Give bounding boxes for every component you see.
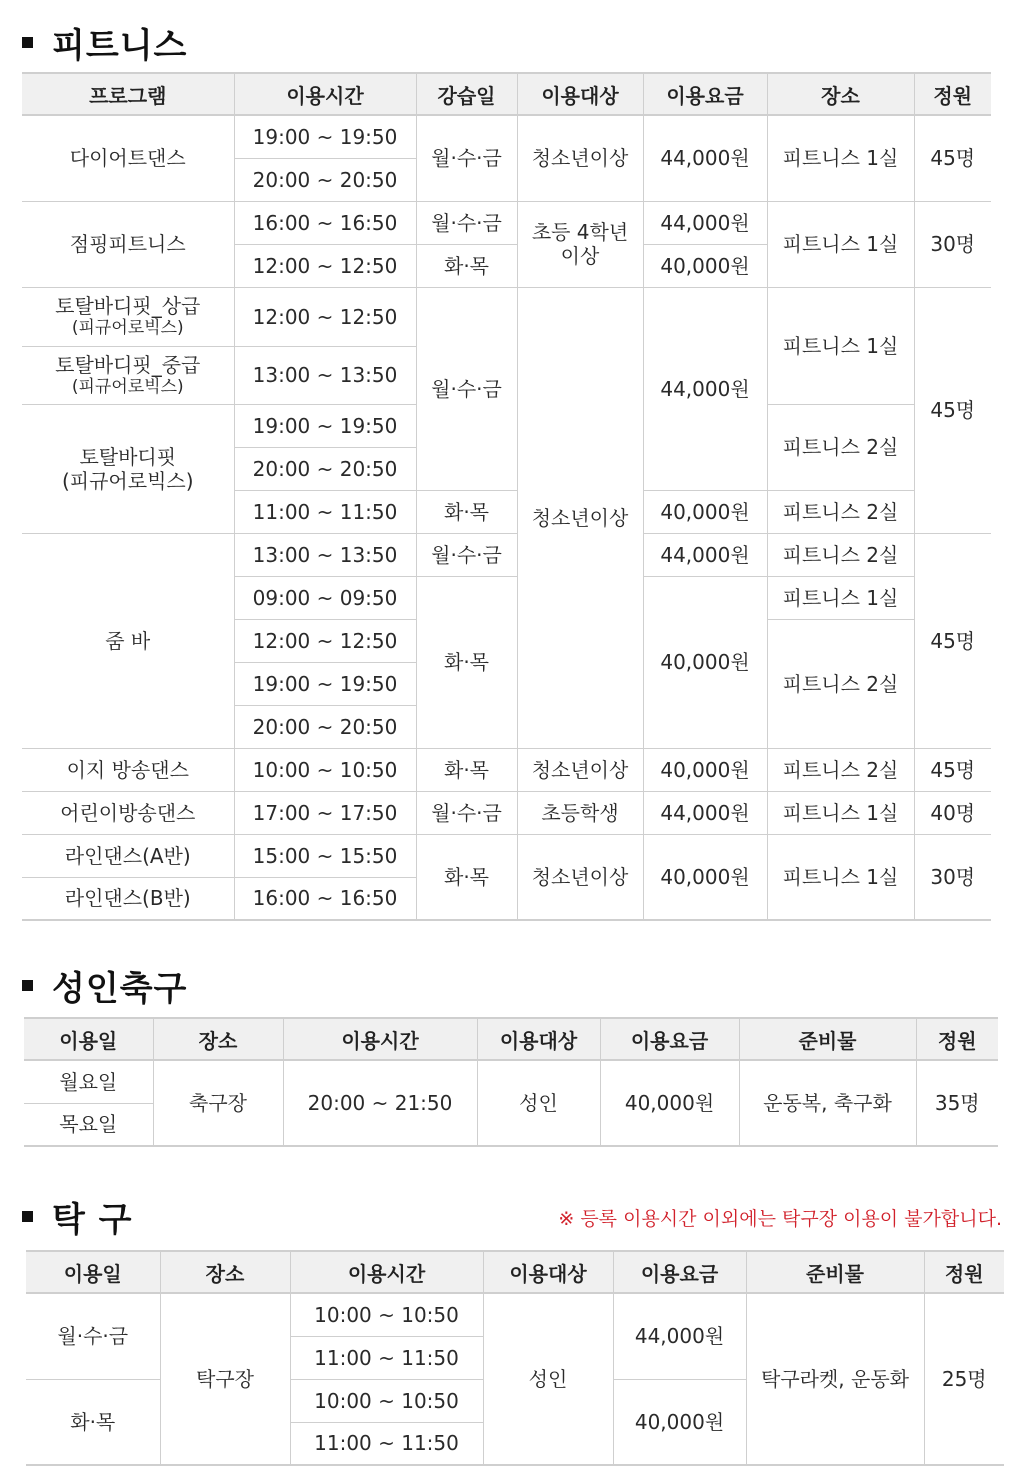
- fee-cell: 40,000원: [643, 244, 767, 287]
- program-cell: 라인댄스(B반): [22, 877, 234, 920]
- program-cell: [22, 287, 234, 346]
- column-header: 정원: [914, 73, 991, 115]
- days-cell: 월·수·금: [416, 791, 517, 834]
- fee-cell: 44,000원: [643, 201, 767, 244]
- fee-cell: 44,000원: [643, 791, 767, 834]
- program-subname: (피규어로빅스): [61, 468, 194, 493]
- column-header: 이용요금: [643, 73, 767, 115]
- capacity-cell: 45명: [914, 748, 991, 791]
- time-cell: 20:00 ~ 20:50: [234, 447, 416, 490]
- column-header: 장소: [160, 1251, 290, 1293]
- program-cell: 어린이방송댄스: [22, 791, 234, 834]
- program-name: 토탈바디핏: [79, 444, 177, 469]
- tabletennis-table: [26, 1250, 1004, 1466]
- tabletennis-section-header: [22, 1192, 133, 1241]
- time-cell: 20:00 ~ 20:50: [234, 705, 416, 748]
- table-header-row: [24, 1018, 998, 1060]
- time-cell: 16:00 ~ 16:50: [234, 201, 416, 244]
- days-cell: 월·수·금: [416, 201, 517, 244]
- target-cell: 초등학생: [517, 791, 643, 834]
- place-cell: 피트니스 1실: [767, 201, 914, 287]
- target-cell: 청소년이상: [517, 287, 643, 748]
- column-header: 이용일: [24, 1018, 153, 1060]
- days-cell: 화·목: [416, 244, 517, 287]
- table-header-row: [26, 1251, 1004, 1293]
- fee-cell: 40,000원: [643, 834, 767, 920]
- column-header: 프로그램: [22, 73, 234, 115]
- fitness-title: 피트니스: [52, 26, 188, 66]
- days-cell: 화·목: [416, 490, 517, 533]
- target-cell: 청소년이상: [517, 834, 643, 920]
- capacity-cell: 25명: [924, 1293, 1004, 1465]
- program-name: 토탈바디핏_상급: [55, 294, 201, 319]
- table-row: [22, 115, 991, 158]
- table-row: [22, 287, 991, 346]
- column-header: 이용요금: [600, 1018, 739, 1060]
- target-line: 이상: [560, 244, 600, 268]
- capacity-cell: 45명: [914, 533, 991, 748]
- program-cell: [22, 346, 234, 404]
- program-name: 토탈바디핏_중급: [55, 352, 201, 377]
- items-cell: 운동복, 축구화: [739, 1060, 916, 1146]
- place-cell: 피트니스 1실: [767, 834, 914, 920]
- time-cell: 10:00 ~ 10:50: [290, 1293, 483, 1336]
- capacity-cell: 45명: [914, 115, 991, 201]
- time-cell: 11:00 ~ 11:50: [290, 1336, 483, 1379]
- fee-cell: 40,000원: [643, 576, 767, 748]
- column-header: 이용일: [26, 1251, 160, 1293]
- target-cell: 청소년이상: [517, 115, 643, 201]
- fee-cell: 40,000원: [600, 1060, 739, 1146]
- column-header: 이용시간: [234, 73, 416, 115]
- tabletennis-title: 탁 구: [52, 1200, 133, 1240]
- fee-cell: 44,000원: [643, 287, 767, 490]
- column-header: 이용대상: [517, 73, 643, 115]
- fee-cell: 44,000원: [643, 115, 767, 201]
- soccer-title: 성인축구: [52, 969, 188, 1009]
- days-cell: 월·수·금: [416, 115, 517, 201]
- items-cell: 탁구라켓, 운동화: [746, 1293, 924, 1465]
- table-header-row: [22, 73, 991, 115]
- time-cell: 17:00 ~ 17:50: [234, 791, 416, 834]
- place-cell: 축구장: [153, 1060, 283, 1146]
- program-cell: 다이어트댄스: [22, 115, 234, 201]
- days-cell: 화·목: [416, 576, 517, 748]
- table-row: [22, 533, 991, 576]
- column-header: 준비물: [739, 1018, 916, 1060]
- fee-cell: 44,000원: [643, 533, 767, 576]
- column-header: 정원: [916, 1018, 998, 1060]
- soccer-table: [24, 1017, 998, 1147]
- program-subname: (피규어로빅스): [71, 376, 184, 397]
- fee-cell: 44,000원: [613, 1293, 746, 1379]
- time-cell: 16:00 ~ 16:50: [234, 877, 416, 920]
- square-bullet-icon: [22, 980, 33, 991]
- place-cell: 피트니스 2실: [767, 619, 914, 748]
- capacity-cell: 30명: [914, 834, 991, 920]
- time-cell: 11:00 ~ 11:50: [290, 1422, 483, 1465]
- column-header: 이용요금: [613, 1251, 746, 1293]
- day-cell: 화·목: [26, 1379, 160, 1465]
- place-cell: 피트니스 2실: [767, 404, 914, 490]
- table-row: [22, 201, 991, 244]
- capacity-cell: 30명: [914, 201, 991, 287]
- fitness-table: [22, 72, 991, 921]
- column-header: 이용대상: [477, 1018, 600, 1060]
- capacity-cell: 45명: [914, 287, 991, 533]
- target-cell: 성인: [483, 1293, 613, 1465]
- target-cell: 성인: [477, 1060, 600, 1146]
- capacity-cell: 35명: [916, 1060, 998, 1146]
- capacity-cell: 40명: [914, 791, 991, 834]
- soccer-section-header: [22, 961, 187, 1010]
- time-cell: 13:00 ~ 13:50: [234, 346, 416, 404]
- square-bullet-icon: [22, 1211, 33, 1222]
- column-header: 이용시간: [283, 1018, 477, 1060]
- column-header: 장소: [767, 73, 914, 115]
- program-cell: 이지 방송댄스: [22, 748, 234, 791]
- column-header: 장소: [153, 1018, 283, 1060]
- days-cell: 월·수·금: [416, 287, 517, 490]
- program-cell: [22, 404, 234, 533]
- day-cell: 목요일: [24, 1103, 153, 1146]
- table-row: [24, 1060, 998, 1103]
- target-line: 초등 4학년: [531, 220, 629, 244]
- day-cell: 월·수·금: [26, 1293, 160, 1379]
- program-cell: 줌 바: [22, 533, 234, 748]
- time-cell: 20:00 ~ 21:50: [283, 1060, 477, 1146]
- column-header: 준비물: [746, 1251, 924, 1293]
- days-cell: 화·목: [416, 834, 517, 920]
- time-cell: 19:00 ~ 19:50: [234, 662, 416, 705]
- table-row: [22, 748, 991, 791]
- fitness-section-header: [22, 18, 187, 67]
- place-cell: 피트니스 1실: [767, 791, 914, 834]
- column-header: 강습일: [416, 73, 517, 115]
- time-cell: 19:00 ~ 19:50: [234, 115, 416, 158]
- place-cell: 피트니스 1실: [767, 115, 914, 201]
- place-cell: 피트니스 2실: [767, 490, 914, 533]
- day-cell: 월요일: [24, 1060, 153, 1103]
- program-cell: 라인댄스(A반): [22, 834, 234, 877]
- time-cell: 10:00 ~ 10:50: [290, 1379, 483, 1422]
- column-header: 정원: [924, 1251, 1004, 1293]
- square-bullet-icon: [22, 37, 33, 48]
- fee-cell: 40,000원: [613, 1379, 746, 1465]
- column-header: 이용대상: [483, 1251, 613, 1293]
- place-cell: 피트니스 2실: [767, 533, 914, 576]
- time-cell: 12:00 ~ 12:50: [234, 287, 416, 346]
- time-cell: 09:00 ~ 09:50: [234, 576, 416, 619]
- time-cell: 11:00 ~ 11:50: [234, 490, 416, 533]
- days-cell: 월·수·금: [416, 533, 517, 576]
- target-cell: 청소년이상: [517, 748, 643, 791]
- days-cell: 화·목: [416, 748, 517, 791]
- program-cell: 점핑피트니스: [22, 201, 234, 287]
- column-header: 이용시간: [290, 1251, 483, 1293]
- table-row: [26, 1293, 1004, 1336]
- place-cell: 피트니스 1실: [767, 287, 914, 404]
- table-row: [22, 834, 991, 877]
- place-cell: 탁구장: [160, 1293, 290, 1465]
- time-cell: 10:00 ~ 10:50: [234, 748, 416, 791]
- usage-notice: ※ 등록 이용시간 이외에는 탁구장 이용이 불가합니다.: [558, 1208, 1002, 1230]
- time-cell: 20:00 ~ 20:50: [234, 158, 416, 201]
- target-cell: [517, 201, 643, 287]
- time-cell: 12:00 ~ 12:50: [234, 619, 416, 662]
- time-cell: 15:00 ~ 15:50: [234, 834, 416, 877]
- place-cell: 피트니스 2실: [767, 748, 914, 791]
- time-cell: 13:00 ~ 13:50: [234, 533, 416, 576]
- time-cell: 12:00 ~ 12:50: [234, 244, 416, 287]
- place-cell: 피트니스 1실: [767, 576, 914, 619]
- program-subname: (피규어로빅스): [71, 318, 184, 339]
- fee-cell: 40,000원: [643, 490, 767, 533]
- table-row: [22, 791, 991, 834]
- fee-cell: 40,000원: [643, 748, 767, 791]
- time-cell: 19:00 ~ 19:50: [234, 404, 416, 447]
